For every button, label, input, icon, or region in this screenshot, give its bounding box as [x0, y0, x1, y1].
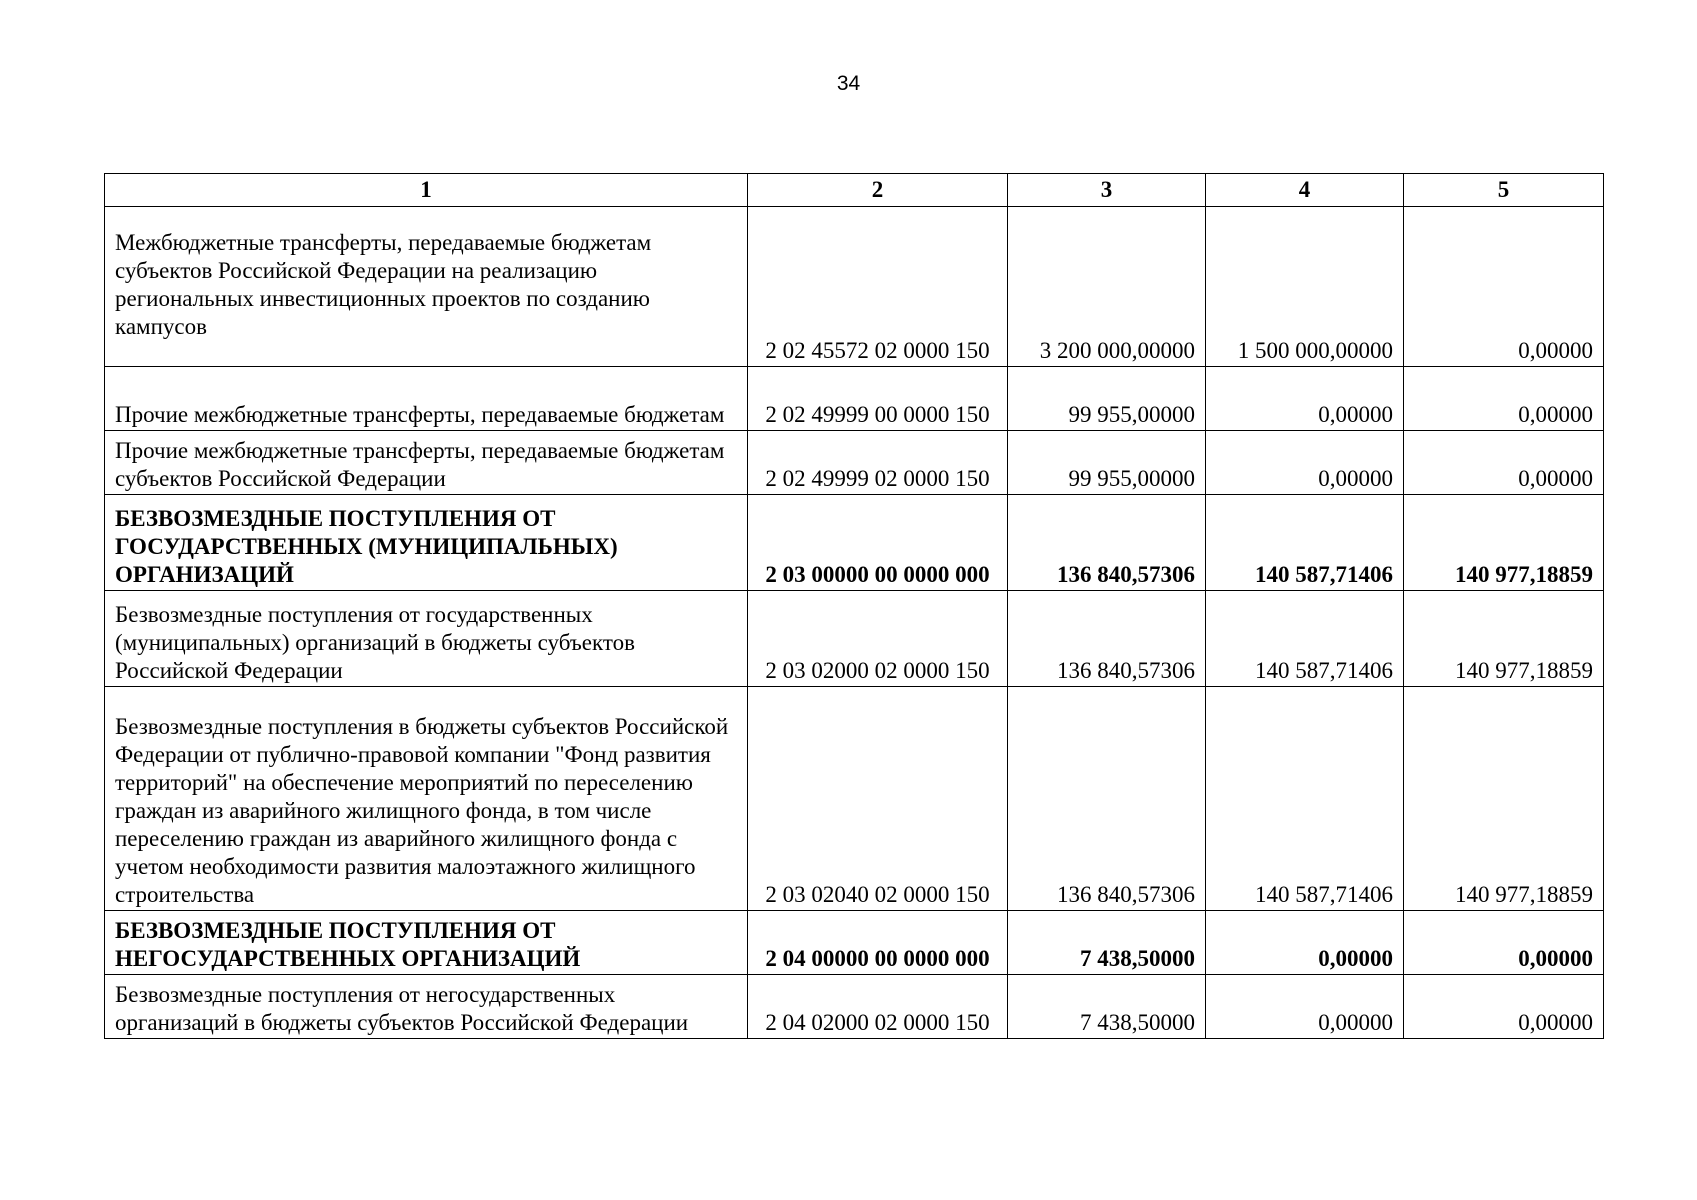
row-value-col3: 99 955,00000 — [1008, 431, 1206, 495]
row-value-col3: 136 840,57306 — [1008, 495, 1206, 591]
row-code: 2 04 00000 00 0000 000 — [748, 911, 1008, 975]
row-value-col4: 140 587,71406 — [1206, 495, 1404, 591]
table-row — [105, 367, 1604, 431]
row-code: 2 04 02000 02 0000 150 — [748, 975, 1008, 1039]
table-row — [105, 431, 1604, 495]
row-name: БЕЗВОЗМЕЗДНЫЕ ПОСТУПЛЕНИЯ ОТ ГОСУДАРСТВЕННЫХ (МУНИЦИПАЛЬНЫХ) ОРГАНИЗАЦИЙ — [105, 495, 748, 591]
table-header-row — [105, 174, 1604, 207]
row-value-col4: 0,00000 — [1206, 911, 1404, 975]
row-value-col3: 7 438,50000 — [1008, 975, 1206, 1039]
budget-revenue-table — [104, 173, 1604, 1039]
row-value-col5: 140 977,18859 — [1404, 591, 1604, 687]
row-value-col4: 140 587,71406 — [1206, 591, 1404, 687]
row-name: Безвозмездные поступления в бюджеты субъектов Российской Федерации от публично-правовой компании "Фонд развития территорий" на обеспечение мероприятий по переселению граждан из аварийного жилищного фонда, в том числе переселению граждан из аварийного жилищного фонда с учетом необходимости развития малоэтажного жилищного строительства — [105, 687, 748, 911]
row-value-col4: 0,00000 — [1206, 975, 1404, 1039]
row-value-col3: 99 955,00000 — [1008, 367, 1206, 431]
row-value-col5: 0,00000 — [1404, 975, 1604, 1039]
column-header-2: 2 — [748, 174, 1008, 207]
table-row — [105, 207, 1604, 367]
column-header-5: 5 — [1404, 174, 1604, 207]
row-value-col5: 0,00000 — [1404, 367, 1604, 431]
row-value-col3: 136 840,57306 — [1008, 687, 1206, 911]
row-name: Безвозмездные поступления от негосударственных организаций в бюджеты субъектов Российской Федерации — [105, 975, 748, 1039]
row-code: 2 02 49999 02 0000 150 — [748, 431, 1008, 495]
row-value-col5: 140 977,18859 — [1404, 495, 1604, 591]
table-row — [105, 687, 1604, 911]
table-row — [105, 591, 1604, 687]
column-header-3: 3 — [1008, 174, 1206, 207]
table-row — [105, 975, 1604, 1039]
row-name: Безвозмездные поступления от государственных (муниципальных) организаций в бюджеты субъектов Российской Федерации — [105, 591, 748, 687]
row-code: 2 02 49999 00 0000 150 — [748, 367, 1008, 431]
column-header-1: 1 — [105, 174, 748, 207]
table-row-section-total — [105, 911, 1604, 975]
row-value-col5: 0,00000 — [1404, 207, 1604, 367]
row-value-col3: 7 438,50000 — [1008, 911, 1206, 975]
row-code: 2 03 00000 00 0000 000 — [748, 495, 1008, 591]
row-value-col4: 0,00000 — [1206, 431, 1404, 495]
row-name: Прочие межбюджетные трансферты, передаваемые бюджетам — [105, 367, 748, 431]
row-value-col4: 140 587,71406 — [1206, 687, 1404, 911]
row-value-col5: 0,00000 — [1404, 431, 1604, 495]
row-code: 2 03 02040 02 0000 150 — [748, 687, 1008, 911]
row-code: 2 02 45572 02 0000 150 — [748, 207, 1008, 367]
row-name: Прочие межбюджетные трансферты, передаваемые бюджетам субъектов Российской Федерации — [105, 431, 748, 495]
column-header-4: 4 — [1206, 174, 1404, 207]
row-value-col4: 1 500 000,00000 — [1206, 207, 1404, 367]
row-name: Межбюджетные трансферты, передаваемые бюджетам субъектов Российской Федерации на реализацию региональных инвестиционных проектов по созданию кампусов — [115, 230, 652, 339]
row-value-col3: 136 840,57306 — [1008, 591, 1206, 687]
row-value-col5: 0,00000 — [1404, 911, 1604, 975]
row-code: 2 03 02000 02 0000 150 — [748, 591, 1008, 687]
row-value-col3: 3 200 000,00000 — [1008, 207, 1206, 367]
page-number: 34 — [836, 72, 861, 95]
table-row-section-total — [105, 495, 1604, 591]
row-name: БЕЗВОЗМЕЗДНЫЕ ПОСТУПЛЕНИЯ ОТ НЕГОСУДАРСТВЕННЫХ ОРГАНИЗАЦИЙ — [105, 911, 748, 975]
row-value-col4: 0,00000 — [1206, 367, 1404, 431]
row-name-cell — [105, 207, 748, 367]
row-value-col5: 140 977,18859 — [1404, 687, 1604, 911]
